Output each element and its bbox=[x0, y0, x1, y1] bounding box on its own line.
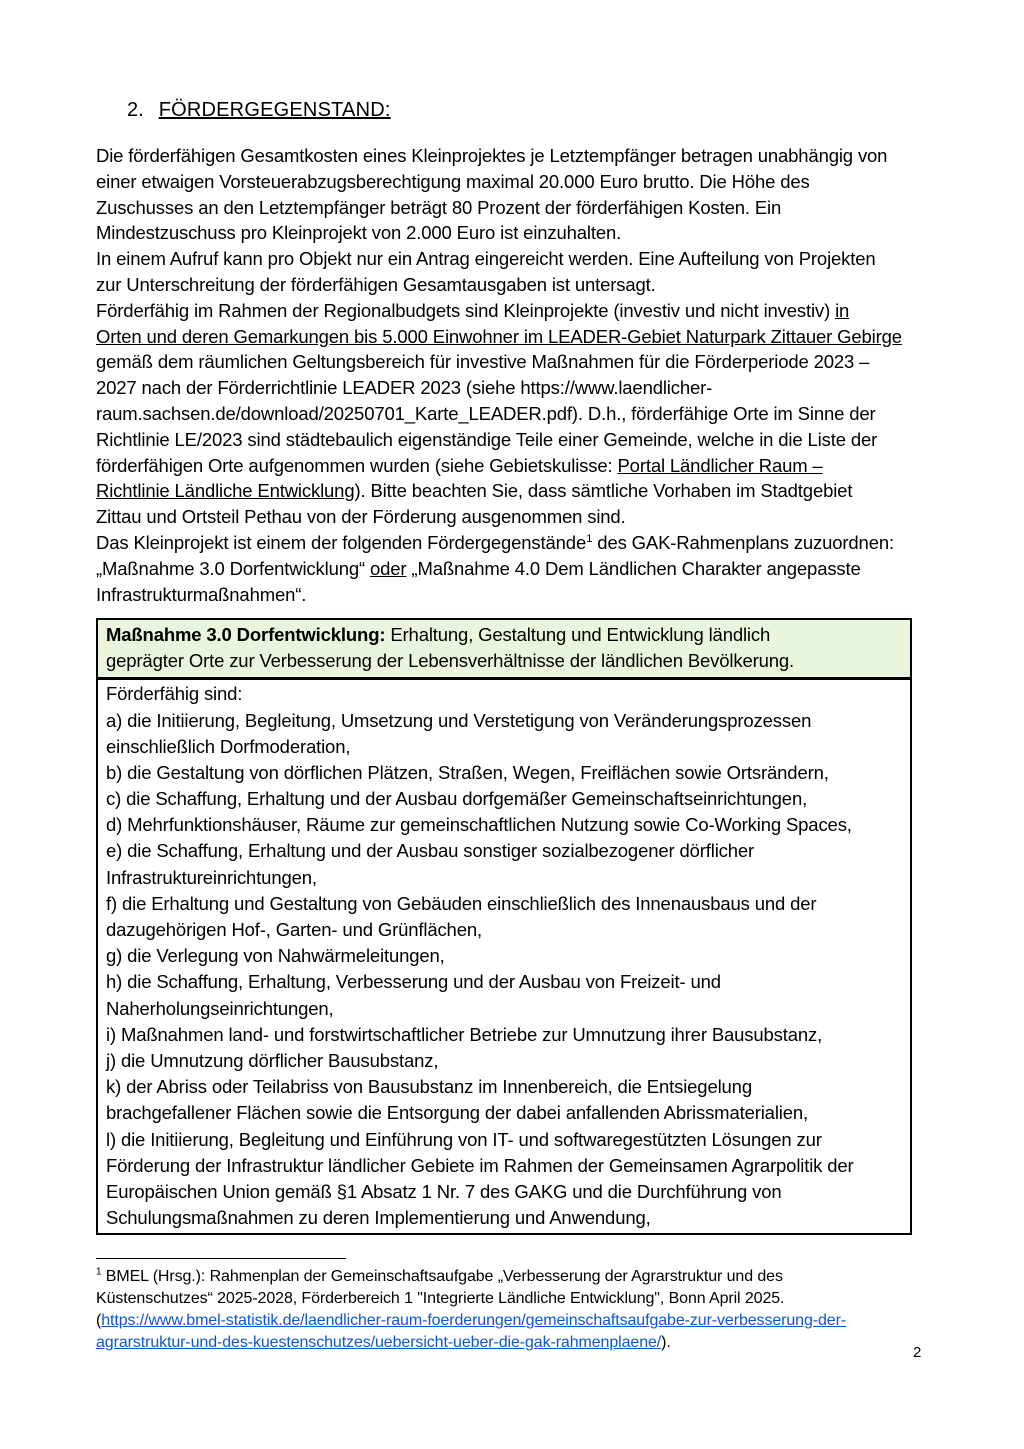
text-segment: b) die Gestaltung von dörflichen Plätzen, Straßen, Wegen, Freiflächen sowie Ortsrändern, bbox=[106, 761, 829, 783]
footnote bbox=[96, 1258, 920, 1354]
underlined-text: Orten und deren Gemarkungen bis 5.000 Einwohner im LEADER-Gebiet Naturpark Zittauer Gebirge bbox=[96, 325, 902, 347]
hyperlink[interactable]: agrarstruktur-und-des-kuestenschutzes/uebersicht-ueber-die-gak-rahmenplaene/ bbox=[96, 1334, 662, 1352]
measure-box-body bbox=[96, 679, 912, 1235]
text-segment: e) die Schaffung, Erhaltung und der Ausbau sonstiger sozialbezogener dörflicher bbox=[106, 840, 755, 862]
text-segment: ). bbox=[661, 1334, 671, 1352]
text-segment: k) der Abriss oder Teilabriss von Bausubstanz im Innenbereich, die Entsiegelung bbox=[106, 1076, 752, 1098]
section-title: FÖRDERGEGENSTAND: bbox=[158, 99, 391, 121]
underlined-text: oder bbox=[370, 557, 407, 579]
text-segment: des GAK-Rahmenplans zuzuordnen: bbox=[592, 531, 894, 553]
text-segment: f) die Erhaltung und Gestaltung von Gebäuden einschließlich des Innenausbaus und der bbox=[106, 892, 817, 914]
text-segment: 1 bbox=[586, 532, 593, 545]
section-heading bbox=[127, 97, 920, 124]
text-segment: Zittau und Ortsteil Pethau von der Förderung ausgenommen sind. bbox=[96, 506, 626, 528]
text-segment: a) die Initiierung, Begleitung, Umsetzung und Verstetigung von Veränderungsprozessen bbox=[106, 709, 812, 731]
text-segment: förderfähigen Orte aufgenommen wurden (siehe Gebietskulisse: bbox=[96, 454, 618, 476]
text-segment: Förderfähig im Rahmen der Regionalbudgets sind Kleinprojekte (investiv und nicht investiv) bbox=[96, 299, 836, 321]
intro-paragraph bbox=[96, 143, 920, 607]
text-segment: 2027 nach der Förderrichtlinie LEADER 2023 (siehe https://www.laendlicher- bbox=[96, 377, 713, 399]
text-segment: Förderung der Infrastruktur ländlicher Gebiete im Rahmen der Gemeinsamen Agrarpolitik der bbox=[106, 1154, 854, 1176]
text-segment: BMEL (Hrsg.): Rahmenplan der Gemeinschaftsaufgabe „Verbesserung der Agrarstruktur und des bbox=[101, 1268, 783, 1286]
document-page bbox=[96, 97, 920, 1354]
text-segment: ). Bitte beachten Sie, dass sämtliche Vorhaben im Stadtgebiet bbox=[354, 480, 853, 502]
text-segment: Das Kleinprojekt ist einem der folgenden Fördergegenstände bbox=[96, 531, 587, 553]
text-segment: ( bbox=[96, 1312, 102, 1330]
text-segment: Infrastrukturmaßnahmen“. bbox=[96, 583, 307, 605]
text-segment: Infrastruktureinrichtungen, bbox=[106, 866, 317, 888]
text-segment: d) Mehrfunktionshäuser, Räume zur gemeinschaftlichen Nutzung sowie Co-Working Spaces, bbox=[106, 814, 852, 836]
text-segment: brachgefallener Flächen sowie die Entsorgung der dabei anfallenden Abrissmaterialien, bbox=[106, 1102, 809, 1124]
section-number: 2. bbox=[127, 99, 144, 121]
text-segment: Mindestzuschuss pro Kleinprojekt von 2.000 Euro ist einzuhalten. bbox=[96, 222, 622, 244]
footnote-separator bbox=[96, 1258, 346, 1259]
text-segment: Die förderfähigen Gesamtkosten eines Kleinprojektes je Letztempfänger betragen unabhängig von bbox=[96, 145, 888, 166]
underlined-text: Portal Ländlicher Raum – bbox=[617, 454, 823, 476]
measure-box-header bbox=[96, 618, 912, 679]
text-segment: raum.sachsen.de/download/20250701_Karte_LEADER.pdf). D.h., förderfähige Orte im Sinne der bbox=[96, 402, 876, 424]
text-segment: Richtlinie LE/2023 sind städtebaulich eigenständige Teile einer Gemeinde, welche in die Liste der bbox=[96, 428, 878, 450]
bold-text: Maßnahme 3.0 Dorfentwicklung: bbox=[106, 624, 386, 646]
text-segment: 1 bbox=[96, 1266, 102, 1278]
text-segment: dazugehörigen Hof-, Garten- und Grünflächen, bbox=[106, 919, 482, 941]
text-segment: In einem Aufruf kann pro Objekt nur ein Antrag eingereicht werden. Eine Aufteilung von Projekten bbox=[96, 248, 876, 270]
hyperlink[interactable]: https://www.bmel-statistik.de/laendlicher-raum-foerderungen/gemeinschaftsaufgabe-zur-verbesserung-der- bbox=[101, 1312, 847, 1330]
text-segment: c) die Schaffung, Erhaltung und der Ausbau dorfgemäßer Gemeinschaftseinrichtungen, bbox=[106, 788, 808, 810]
text-segment: gemäß dem räumlichen Geltungsbereich für investive Maßnahmen für die Förderperiode 2023 – bbox=[96, 351, 870, 373]
text-segment: „Maßnahme 4.0 Dem Ländlichen Charakter angepasste bbox=[406, 557, 861, 579]
text-segment: Schulungsmaßnahmen zu deren Implementierung und Anwendung, bbox=[106, 1207, 651, 1229]
text-segment: geprägter Orte zur Verbesserung der Lebensverhältnisse der ländlichen Bevölkerung. bbox=[106, 650, 795, 672]
text-segment: Zuschusses an den Letztempfänger beträgt 80 Prozent der förderfähigen Kosten. Ein bbox=[96, 196, 782, 218]
text-segment: Förderfähig sind: bbox=[106, 683, 243, 705]
text-segment: einer etwaigen Vorsteuerabzugsberechtigung maximal 20.000 Euro brutto. Die Höhe des bbox=[96, 170, 810, 192]
page-number: 2 bbox=[913, 1344, 922, 1361]
text-segment: j) die Umnutzung dörflicher Bausubstanz, bbox=[106, 1049, 439, 1071]
text-segment: i) Maßnahmen land- und forstwirtschaftlicher Betriebe zur Umnutzung ihrer Bausubstanz, bbox=[106, 1023, 823, 1045]
text-segment: Küstenschutzes“ 2025-2028, Förderbereich 1 "Integrierte Ländliche Entwicklung", Bonn April 2025. bbox=[96, 1290, 785, 1308]
footnote-text bbox=[96, 1266, 920, 1354]
text-segment: „Maßnahme 3.0 Dorfentwicklung“ bbox=[96, 557, 370, 579]
text-segment: Erhaltung, Gestaltung und Entwicklung ländlich bbox=[385, 624, 771, 646]
text-segment: Naherholungseinrichtungen, bbox=[106, 997, 334, 1019]
text-segment: einschließlich Dorfmoderation, bbox=[106, 735, 351, 757]
text-segment: l) die Initiierung, Begleitung und Einführung von IT- und softwaregestützten Lösungen zur bbox=[106, 1128, 822, 1150]
underlined-text: in bbox=[835, 299, 850, 321]
text-segment: h) die Schaffung, Erhaltung, Verbesserung und der Ausbau von Freizeit- und bbox=[106, 971, 721, 993]
text-segment: g) die Verlegung von Nahwärmeleitungen, bbox=[106, 945, 445, 967]
underlined-text: Richtlinie Ländliche Entwicklung bbox=[96, 480, 355, 502]
text-segment: Europäischen Union gemäß §1 Absatz 1 Nr. 7 des GAKG und die Durchführung von bbox=[106, 1180, 782, 1202]
measure-3-0-box bbox=[96, 618, 912, 1235]
text-segment: zur Unterschreitung der förderfähigen Gesamtausgaben ist untersagt. bbox=[96, 273, 656, 295]
